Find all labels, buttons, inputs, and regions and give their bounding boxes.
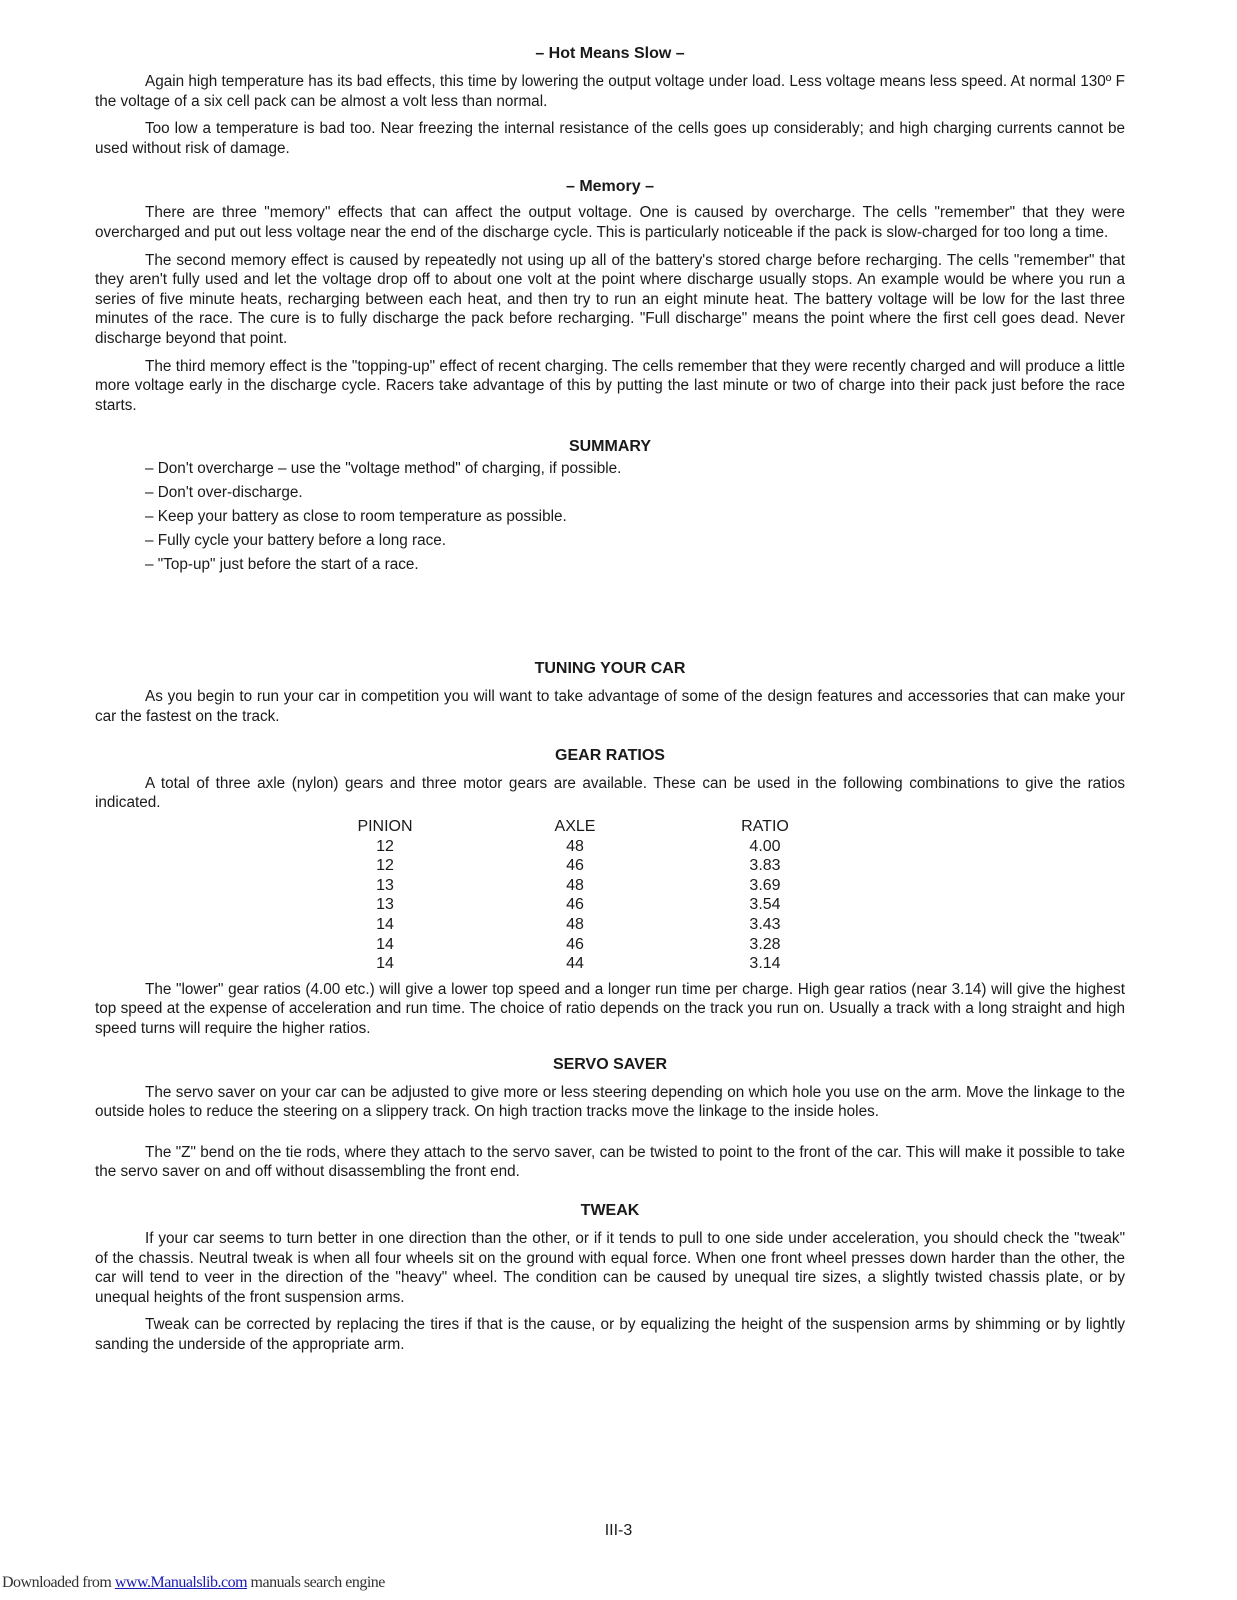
summary-list bbox=[95, 457, 1125, 577]
manualslib-link[interactable]: www.Manualslib.com bbox=[114, 1574, 248, 1591]
paragraph-memory-1: There are three "memory" effects that can affect the output voltage. One is caused by overcharge. The cells "remember" that they were overcharged and put out less voltage near the end of the discharge cycle. This is particularly noticeable if the pack is slow-charged for too long a time. bbox=[95, 204, 1125, 241]
page-number: III-3 bbox=[604, 1522, 633, 1539]
axle-cell: 44 bbox=[566, 955, 584, 973]
pinion-cell: 14 bbox=[376, 955, 394, 973]
paragraph-memory-3: The third memory effect is the "topping-up" effect of recent charging. The cells remember that they were recently charged and will produce a little more voltage early in the discharge cycle. Racers take advantage of this by putting the last minute or two of charge into their pack just before the race starts. bbox=[95, 357, 1125, 414]
heading-gear-ratios: GEAR RATIOS bbox=[555, 746, 665, 764]
axle-cell: 48 bbox=[566, 837, 584, 855]
ratio-cell: 3.43 bbox=[749, 916, 781, 934]
list-item: – Don't overcharge – use the "voltage method" of charging, if possible. bbox=[145, 460, 622, 478]
table-row bbox=[325, 837, 825, 857]
table-row bbox=[325, 954, 825, 974]
pinion-cell: 14 bbox=[376, 916, 394, 934]
ratio-cell: 3.69 bbox=[749, 876, 781, 894]
heading-tuning-your-car: TUNING YOUR CAR bbox=[534, 660, 686, 678]
ratio-cell: 3.28 bbox=[749, 935, 781, 953]
pinion-cell: 14 bbox=[376, 935, 394, 953]
list-item: – Fully cycle your battery before a long race. bbox=[145, 532, 446, 550]
list-item: – Don't over-discharge. bbox=[145, 484, 303, 502]
axle-cell: 48 bbox=[566, 916, 584, 934]
list-item: – Keep your battery as close to room temperature as possible. bbox=[145, 508, 567, 526]
axle-cell: 46 bbox=[566, 935, 584, 953]
pinion-cell: 12 bbox=[376, 837, 394, 855]
axle-cell: 46 bbox=[566, 896, 584, 914]
paragraph-gear-intro: A total of three axle (nylon) gears and three motor gears are available. These can be used in the following combinations to give the ratios indicated. bbox=[95, 774, 1125, 812]
paragraph-hot-2: Too low a temperature is bad too. Near freezing the internal resistance of the cells goes up considerably; and high charging currents cannot be used without risk of damage. bbox=[95, 120, 1125, 157]
paragraph-tweak-2: Tweak can be corrected by replacing the tires if that is the cause, or by equalizing the height of the suspension arms by shimming or by lightly sanding the underside of the appropriate arm. bbox=[95, 1316, 1125, 1353]
footer-suffix: manuals search engine bbox=[247, 1574, 385, 1591]
table-header-row bbox=[325, 817, 825, 837]
axle-cell: 48 bbox=[566, 876, 584, 894]
paragraph-tweak-1: If your car seems to turn better in one direction than the other, or if it tends to pull to one side under acceleration, you should check the "tweak" of the chassis. Neutral tweak is when all four wheels sit on the ground with equal force. When one front wheel presses down harder than the other, the car will tend to veer in the direction of the "heavy" wheel. The condition can be caused by unequal tire sizes, a slightly twisted chassis plate, or by unequal heights of the front suspension arms. bbox=[95, 1230, 1125, 1306]
heading-tweak: TWEAK bbox=[580, 1202, 640, 1219]
table-row bbox=[325, 915, 825, 935]
paragraph-hot-1: Again high temperature has its bad effects, this time by lowering the output voltage under load. Less voltage means less speed. At normal 130º F the voltage of a six cell pack can be almost a volt less than normal. bbox=[95, 73, 1125, 110]
ratio-cell: 4.00 bbox=[749, 837, 781, 855]
pinion-cell: 12 bbox=[376, 857, 394, 875]
table-row bbox=[325, 935, 825, 955]
ratio-cell: 3.54 bbox=[749, 896, 781, 914]
axle-cell: 46 bbox=[566, 857, 584, 875]
gear-ratio-table bbox=[325, 817, 825, 974]
table-row bbox=[325, 895, 825, 915]
list-item: – "Top-up" just before the start of a race. bbox=[145, 556, 419, 574]
paragraph-tuning-1: As you begin to run your car in competition you will want to take advantage of some of the design features and accessories that can make your car the fastest on the track. bbox=[95, 688, 1125, 725]
heading-memory: – Memory – bbox=[565, 178, 655, 196]
paragraph-memory-2: The second memory effect is caused by repeatedly not using up all of the battery's stored charge before recharging. The cells "remember" that they aren't fully used and let the voltage drop off to about one volt at the point where discharge usually stops. An example would be where you run a series of five minute heats, recharging between each heat, and then try to run an eight minute heat. The battery voltage will be low for the last three minutes of the race. The cure is to fully discharge the pack before recharging. "Full discharge" means the point where the first cell goes dead. Never discharge beyond that point. bbox=[95, 251, 1125, 347]
ratio-cell: 3.83 bbox=[749, 857, 781, 875]
paragraph-servo-2: The "Z" bend on the tie rods, where they attach to the servo saver, can be twisted to point to the front of the car. This will make it possible to take the servo saver on and off without disassembling the front end. bbox=[95, 1143, 1125, 1181]
document-page bbox=[95, 44, 1125, 1355]
pinion-cell: 13 bbox=[376, 876, 394, 894]
heading-summary: SUMMARY bbox=[568, 438, 652, 456]
footer-prefix: Downloaded from bbox=[2, 1574, 115, 1591]
column-header-pinion: PINION bbox=[357, 817, 413, 835]
table-row bbox=[325, 856, 825, 876]
pinion-cell: 13 bbox=[376, 896, 394, 914]
download-footer bbox=[2, 1574, 385, 1592]
paragraph-servo-1: The servo saver on your car can be adjusted to give more or less steering depending on which hole you use on the arm. Move the linkage to the outside holes to reduce the steering on a slippery track. On high traction tracks move the linkage to the inside holes. bbox=[95, 1083, 1125, 1121]
column-header-axle: AXLE bbox=[554, 817, 596, 835]
table-row bbox=[325, 876, 825, 896]
ratio-cell: 3.14 bbox=[749, 955, 781, 973]
paragraph-gear-after: The "lower" gear ratios (4.00 etc.) will give a lower top speed and a longer run time per charge. High gear ratios (near 3.14) will give the highest top speed at the expense of acceleration and run time. The choice of ratio depends on the track you run on. Usually a track with a long straight and high speed turns will require the higher ratios. bbox=[95, 980, 1125, 1038]
heading-servo-saver: SERVO SAVER bbox=[552, 1055, 668, 1073]
heading-hot-means-slow: – Hot Means Slow – bbox=[535, 45, 685, 62]
column-header-ratio: RATIO bbox=[741, 817, 789, 835]
